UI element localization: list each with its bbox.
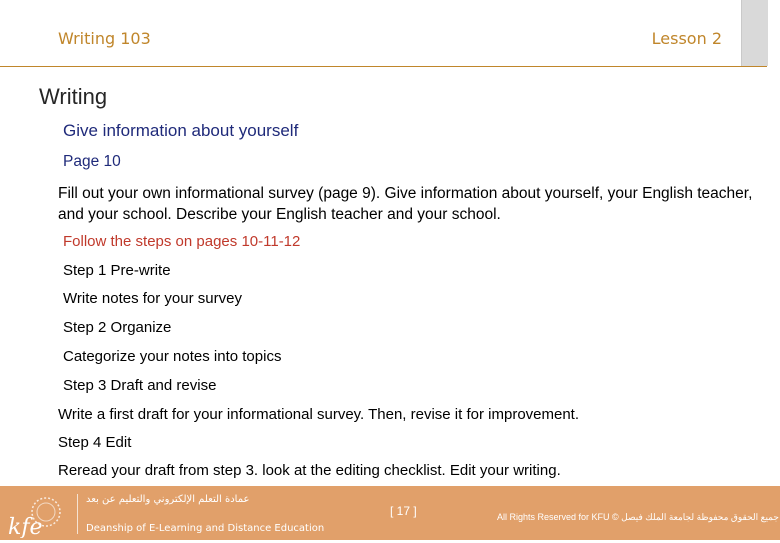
corner-tab [741,0,768,66]
footer-page-number: [ 17 ] [390,504,417,518]
logo-text: kfe [8,515,43,538]
footer-divider [77,494,78,534]
slide-subtitle: Give information about yourself [63,121,299,140]
step-3-detail: Write a first draft for your informational survey. Then, revise it for improvement. [58,406,580,423]
footer-dean-arabic: عمادة التعلم الإلكتروني والتعليم عن بعد [86,494,250,505]
footer-rights: All Rights Reserved for KFU © جميع الحقوق محفوظة لجامعة الملك فيصل [497,512,779,522]
step-2-detail: Categorize your notes into topics [63,348,282,365]
step-1-detail: Write notes for your survey [63,290,242,307]
footer-dean-english: Deanship of E-Learning and Distance Education [86,523,325,534]
step-1-title: Step 1 Pre-write [63,262,171,279]
slide-title: Writing [39,84,108,109]
page-reference: Page 10 [63,153,121,170]
step-4-title: Step 4 Edit [58,434,132,451]
instructions-paragraph: Fill out your own informational survey (page 9). Give information about yourself, your English teacher, and your school. Describe your English teacher and your school. [58,185,753,223]
header-rule [0,66,767,67]
step-2-title: Step 2 Organize [63,319,172,336]
kfu-logo [6,494,68,538]
footer-bar [0,486,780,540]
steps-intro: Follow the steps on pages 10-11-12 [63,233,301,250]
step-3-title: Step 3 Draft and revise [63,377,217,394]
step-4-detail: Reread your draft from step 3. look at the editing checklist. Edit your writing. [58,462,561,479]
header-lesson: Lesson 2 [651,29,722,48]
header-course: Writing 103 [58,29,151,48]
